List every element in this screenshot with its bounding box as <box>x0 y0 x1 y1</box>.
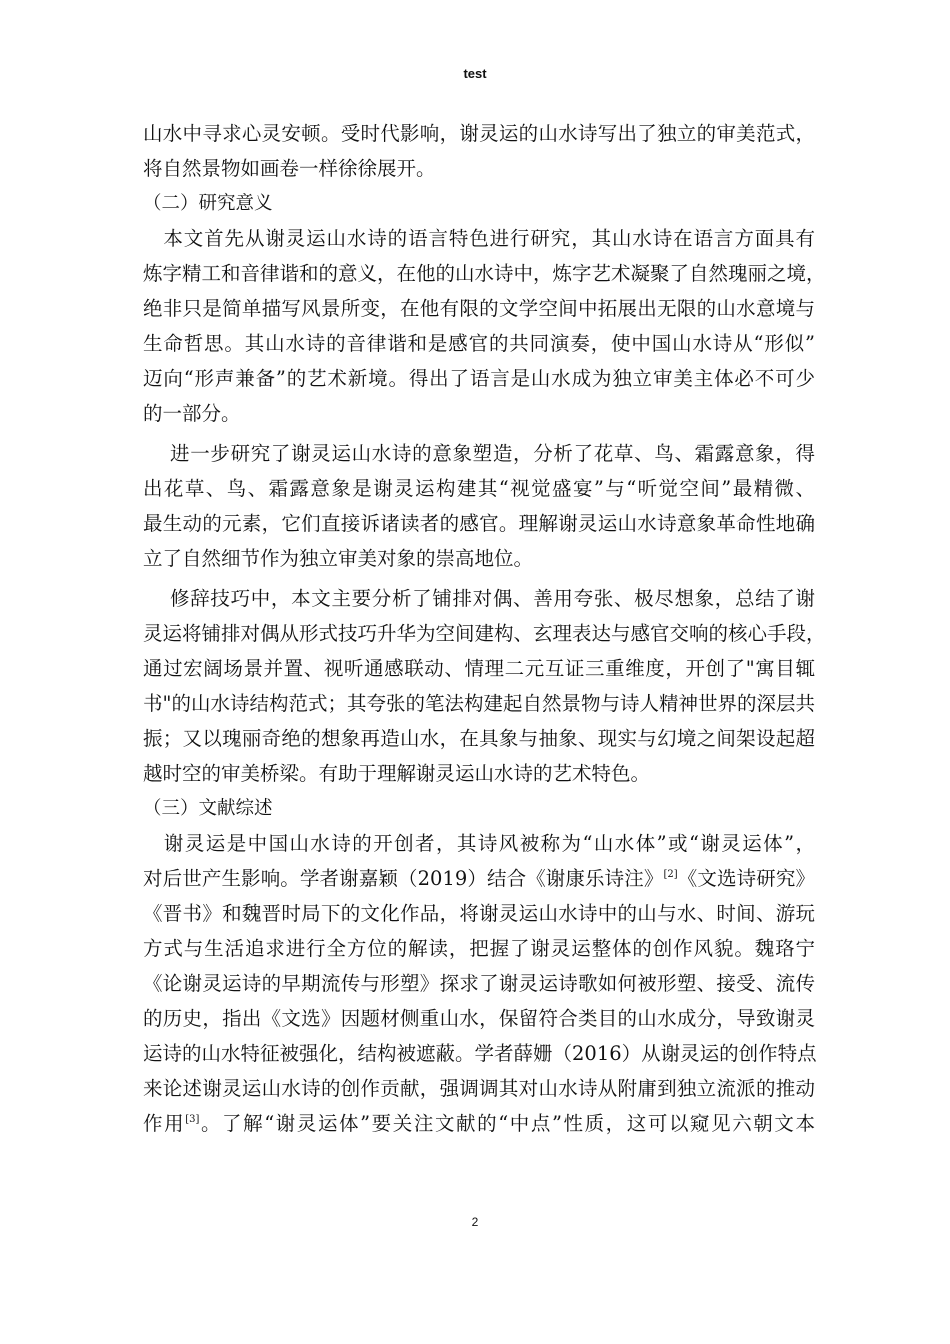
text-line: 绝非只是简单描写风景所变，在他有限的文学空间中拓展出无限的山水意境与 <box>143 297 815 320</box>
text-line: 来论述谢灵运山水诗的创作贡献，强调调其对山水诗从附庸到独立流派的推动 <box>143 1077 815 1100</box>
text-segment: 作用 <box>143 1112 186 1135</box>
text-line: 通过宏阔场景并置、视听通感联动、情理二元互证三重维度，开创了"寓目辄 <box>143 657 815 680</box>
section-heading-research-significance: （二）研究意义 <box>143 193 273 214</box>
text-segment: 《文选诗研究》 <box>677 867 815 890</box>
text-line: 的历史，指出《文选》因题材侧重山水，保留符合类目的山水成分，导致谢灵 <box>143 1007 815 1030</box>
text-line: 山水中寻求心灵安顿。受时代影响，谢灵运的山水诗写出了独立的审美范式， <box>143 122 815 145</box>
text-line: 将自然景物如画卷一样徐徐展开。 <box>143 157 436 180</box>
text-segment: 对后世产生影响。学者谢嘉颖（2019）结合《谢康乐诗注》 <box>143 867 664 890</box>
paragraph-intro-tail <box>143 116 815 186</box>
text-line: 立了自然细节作为独立审美对象的崇高地位。 <box>143 547 534 570</box>
paragraph-imagery <box>143 436 815 576</box>
paragraph-literature <box>143 826 815 1141</box>
text-line: 越时空的审美桥梁。有助于理解谢灵运山水诗的艺术特色。 <box>143 762 651 785</box>
text-line: 最生动的元素，它们直接诉诸读者的感官。理解谢灵运山水诗意象革命性地确 <box>143 512 815 535</box>
text-line: 《论谢灵运诗的早期流传与形塑》探求了谢灵运诗歌如何被形塑、接受、流传 <box>143 972 815 995</box>
paragraph-rhetoric <box>143 581 826 791</box>
citation-ref: [3] <box>185 1114 200 1125</box>
body-text <box>143 116 826 1141</box>
text-line: 炼字精工和音律谐和的意义，在他的山水诗中，炼字艺术凝聚了自然瑰丽之境， <box>143 262 826 285</box>
text-line: 振；又以瑰丽奇绝的想象再造山水，在具象与抽象、现实与幻境之间架设起超 <box>143 727 815 750</box>
text-line: 本文首先从谢灵运山水诗的语言特色进行研究，其山水诗在语言方面具有 <box>143 227 815 250</box>
section-heading-literature-review: （三）文献综述 <box>143 798 273 819</box>
citation-ref: [2] <box>663 869 678 880</box>
text-line: 的一部分。 <box>143 402 241 425</box>
text-line <box>143 1106 815 1141</box>
text-line <box>143 861 815 896</box>
text-line: 书"的山水诗结构范式；其夸张的笔法构建起自然景物与诗人精神世界的深层共 <box>143 692 815 715</box>
text-line: 运诗的山水特征被强化，结构被遮蔽。学者薛姗（2016）从谢灵运的创作特点 <box>143 1042 817 1065</box>
text-line: 进一步研究了谢灵运山水诗的意象塑造，分析了花草、鸟、霜露意象，得 <box>143 442 815 465</box>
text-line: 方式与生活追求进行全方位的解读，把握了谢灵运整体的创作风貌。魏珞宁 <box>143 937 815 960</box>
page-number: 2 <box>471 1215 479 1229</box>
text-line: 修辞技巧中，本文主要分析了铺排对偶、善用夸张、极尽想象，总结了谢 <box>143 587 815 610</box>
text-line: 谢灵运是中国山水诗的开创者，其诗风被称为“山水体”或“谢灵运体”， <box>143 832 815 855</box>
text-line: 生命哲思。其山水诗的音律谐和是感官的共同演奏，使中国山水诗从“形似” <box>143 332 815 355</box>
paragraph-language <box>143 221 826 431</box>
text-segment: 。了解“谢灵运体”要关注文献的“中点”性质，这可以窥见六朝文本 <box>199 1112 815 1135</box>
text-line: 灵运将铺排对偶从形式技巧升华为空间建构、玄理表达与感官交响的核心手段， <box>143 622 826 645</box>
text-line: 《晋书》和魏晋时局下的文化作品，将谢灵运山水诗中的山与水、时间、游玩 <box>143 902 815 925</box>
text-line: 出花草、鸟、霜露意象是谢灵运构建其“视觉盛宴”与“听觉空间”最精微、 <box>143 477 815 500</box>
text-line: 迈向“形声兼备”的艺术新境。得出了语言是山水成为独立审美主体必不可少 <box>143 367 815 390</box>
page-header: test <box>463 66 487 81</box>
